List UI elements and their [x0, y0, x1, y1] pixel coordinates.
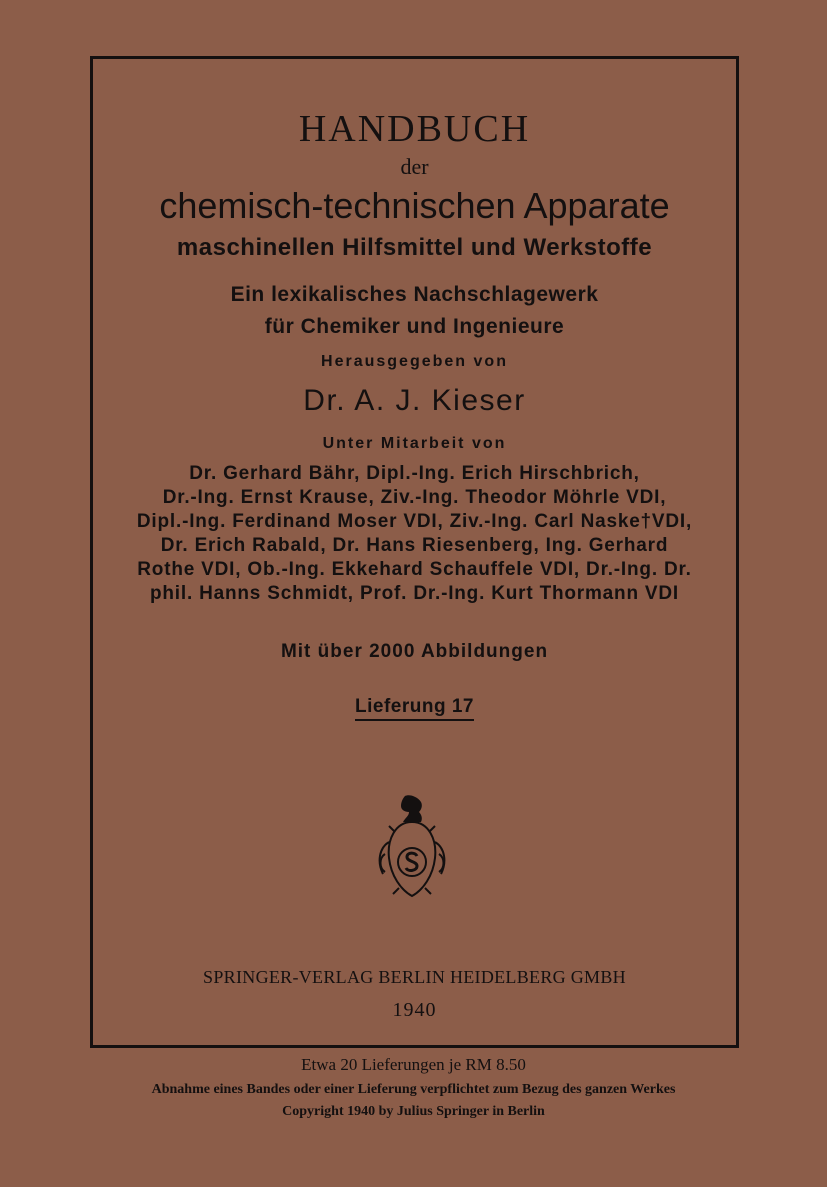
contributor-line: phil. Hanns Schmidt, Prof. Dr.-Ing. Kurt Thormann VDI	[149, 583, 680, 604]
subtitle-line-2: für Chemiker und Ingenieure	[264, 315, 565, 338]
publication-year: 1940	[392, 999, 437, 1021]
publisher: SPRINGER-VERLAG BERLIN HEIDELBERG GMBH	[203, 967, 626, 987]
editor-intro: Herausgegeben von	[321, 353, 508, 370]
springer-horse-logo-icon	[375, 792, 449, 902]
title-handbuch: HANDBUCH	[298, 108, 531, 150]
contributors-list	[93, 462, 736, 606]
cover-frame	[90, 56, 739, 1048]
editor-name: Dr. A. J. Kieser	[303, 384, 526, 417]
contributors-intro: Unter Mitarbeit von	[322, 435, 507, 452]
contributor-line: Dr.-Ing. Ernst Krause, Ziv.-Ing. Theodor Möhrle VDI,	[162, 487, 667, 508]
illustrations-note: Mit über 2000 Abbildungen	[280, 641, 549, 662]
title-main: chemisch-technischen Apparate	[159, 185, 670, 226]
contributor-line: Rothe VDI, Ob.-Ing. Ekkehard Schauffele VDI, Dr.-Ing. Dr.	[137, 559, 692, 580]
subtitle-line-1: Ein lexikalisches Nachschlagewerk	[230, 283, 599, 306]
subscription-notice: Abnahme eines Bandes oder einer Lieferung verpflichtet zum Bezug des ganzen Werkes	[151, 1082, 676, 1097]
title-der: der	[400, 154, 429, 179]
installment-text: Lieferung 17	[355, 696, 474, 721]
installment-label	[93, 696, 736, 718]
title-sub: maschinellen Hilfsmittel und Werkstoffe	[176, 234, 653, 261]
copyright-note: Copyright 1940 by Julius Springer in Berlin	[282, 1104, 545, 1119]
contributor-line: Dr. Erich Rabald, Dr. Hans Riesenberg, Ing. Gerhard	[160, 535, 669, 556]
price-note: Etwa 20 Lieferungen je RM 8.50	[301, 1055, 526, 1074]
contributor-line: Dipl.-Ing. Ferdinand Moser VDI, Ziv.-Ing. Carl Naske†VDI,	[136, 511, 693, 532]
contributor-line: Dr. Gerhard Bähr, Dipl.-Ing. Erich Hirschbrich,	[189, 463, 640, 484]
